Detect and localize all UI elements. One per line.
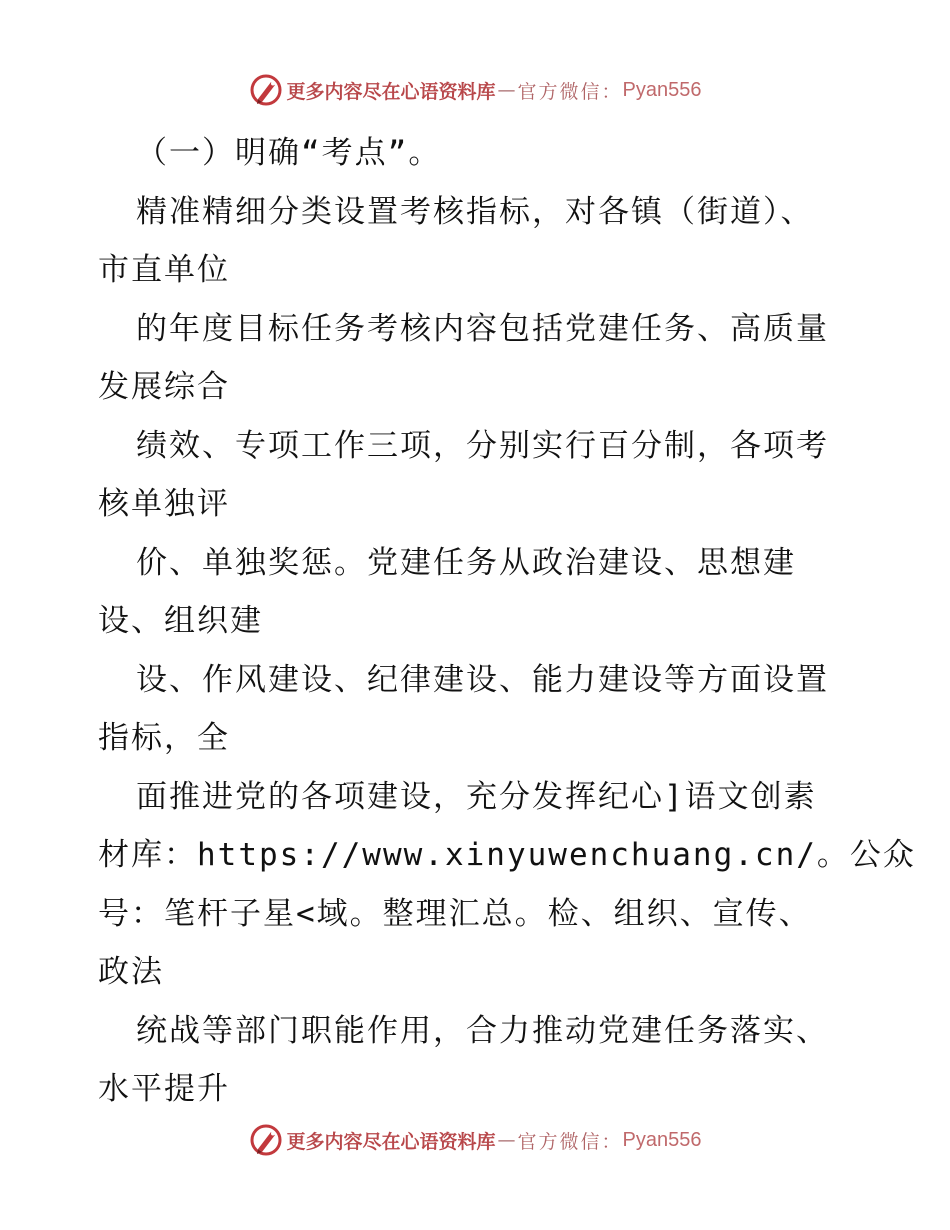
text-line: 核单独评 bbox=[98, 486, 230, 522]
watermark-wechat-label: 官方微信： bbox=[517, 1130, 623, 1153]
text-line: 号：笔杆子星<域。整理汇总。检、组织、宣传、 bbox=[98, 895, 812, 932]
footer-watermark bbox=[0, 1122, 950, 1158]
text-line: 发展综合 bbox=[98, 369, 230, 405]
text-line: 精准精细分类设置考核指标，对各镇（街道）、 bbox=[136, 193, 814, 230]
watermark-brand: 更多内容尽在心语资料库 bbox=[286, 80, 496, 103]
text-line: 价、单独奖惩。党建任务从政治建设、思想建 bbox=[136, 544, 796, 581]
text-line: 设、组织建 bbox=[98, 603, 263, 639]
watermark-handle: Pyan556 bbox=[622, 78, 702, 101]
text-line: （一）明确“考点”。 bbox=[136, 135, 442, 171]
pen-logo-icon bbox=[249, 73, 283, 107]
watermark-brand: 更多内容尽在心语资料库 bbox=[286, 1130, 496, 1153]
text-line: 的年度目标任务考核内容包括党建任务、高质量 bbox=[136, 310, 829, 347]
text-line: 面推进党的各项建设，充分发挥纪心]语文创素 bbox=[136, 778, 817, 815]
watermark-wechat-label: 官方微信： bbox=[517, 80, 623, 103]
header-watermark bbox=[0, 72, 950, 108]
text-line: 绩效、专项工作三项，分别实行百分制，各项考 bbox=[136, 427, 829, 464]
text-line: 水平提升 bbox=[98, 1071, 230, 1107]
pen-logo-icon bbox=[249, 1123, 283, 1157]
document-body bbox=[98, 124, 916, 1119]
text-line: 设、作风建设、纪律建设、能力建设等方面设置 bbox=[136, 661, 829, 698]
watermark-dash: — bbox=[497, 1129, 516, 1151]
text-line: 材库：https://www.xinyuwenchuang.cn/。公众 bbox=[98, 837, 916, 873]
watermark-dash: — bbox=[497, 79, 516, 101]
text-line: 指标，全 bbox=[98, 720, 230, 756]
text-line: 政法 bbox=[98, 954, 164, 990]
text-line: 统战等部门职能作用，合力推动党建任务落实、 bbox=[136, 1012, 829, 1049]
watermark-handle: Pyan556 bbox=[622, 1128, 702, 1151]
text-line: 市直单位 bbox=[98, 252, 230, 288]
